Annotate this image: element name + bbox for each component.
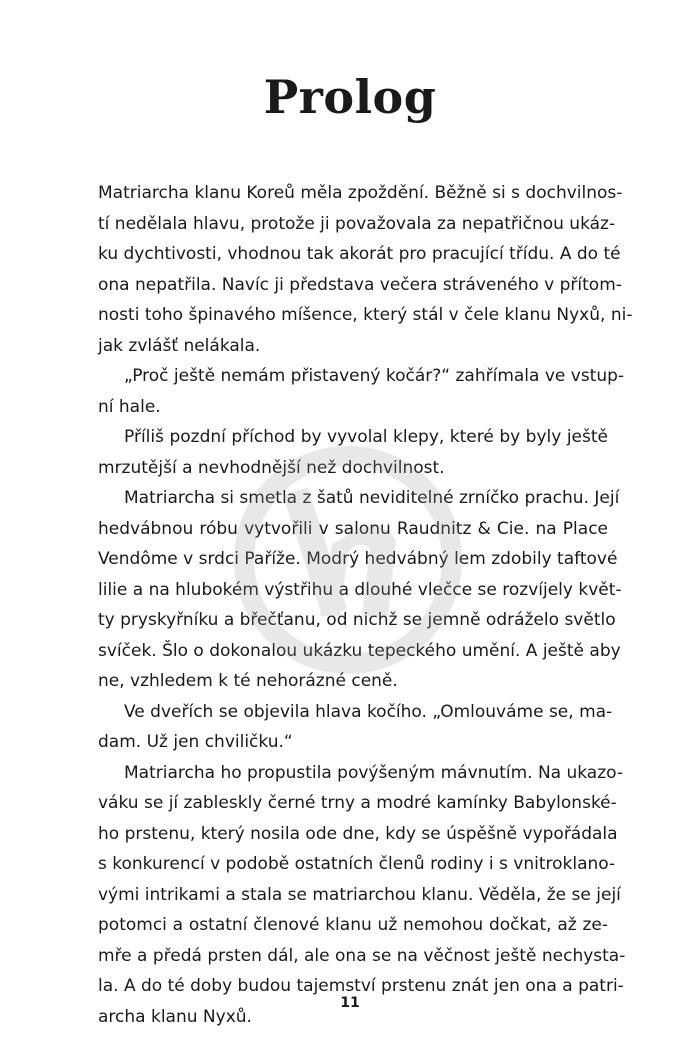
chapter-title: Prolog bbox=[263, 70, 437, 124]
text-line: „Proč ještě nemám přistavený kočár?“ zahřímala ve vstup- bbox=[124, 366, 625, 386]
text-line: ona nepatřila. Navíc ji představa večera stráveného v přítom- bbox=[98, 274, 622, 295]
text-line: hedvábnou róbu vytvořili v salonu Raudnitz & Cie. na Place bbox=[98, 518, 608, 539]
text-line: mrzutější a nevhodnější než dochvilnost. bbox=[98, 457, 445, 478]
text-line: jak zvlášť nelákala. bbox=[98, 335, 261, 356]
paragraph bbox=[98, 178, 633, 361]
text-line: mře a předá prsten dál, ale ona se na věčnost ještě nechysta- bbox=[98, 945, 626, 966]
paragraph bbox=[98, 361, 625, 422]
text-line: la. A do té doby budou tajemství prstenu znát jen ona a patri- bbox=[98, 976, 624, 996]
text-line: váku se jí zableskly černé trny a modré kamínky Babylonské- bbox=[98, 793, 617, 813]
text-line: vými intrikami a stala se matriarchou klanu. Věděla, že se její bbox=[98, 884, 621, 905]
text-line: Ve dveřích se objevila hlava kočího. „Omlouváme se, ma- bbox=[124, 701, 613, 722]
text-line: potomci a ostatní členové klanu už nemohou dočkat, až ze- bbox=[98, 915, 608, 935]
text-line: ne, vzhledem k té nehorázné ceně. bbox=[98, 671, 398, 691]
text-line: lilie a na hlubokém výstřihu a dlouhé vlečce se rozvíjely květ- bbox=[98, 579, 622, 600]
paragraph bbox=[98, 422, 608, 483]
paragraph bbox=[98, 758, 626, 1033]
text-line: Matriarcha ho propustila povýšeným mávnutím. Na ukazo- bbox=[124, 762, 624, 783]
text-line: tí nedělala hlavu, protože ji považovala za nepatřičnou ukáz- bbox=[98, 213, 616, 234]
page-number: 11 bbox=[340, 995, 360, 1011]
text-line: svíček. Šlo o dokonalou ukázku tepeckého umění. A ještě aby bbox=[98, 640, 621, 661]
chapter-body bbox=[98, 178, 633, 1032]
text-line: ho prstenu, který nosila ode dne, kdy se úspěšně vypořádala bbox=[98, 823, 618, 844]
text-line: dam. Už jen chviličku.“ bbox=[98, 732, 293, 752]
paragraph bbox=[98, 697, 613, 758]
text-line: s konkurencí v podobě ostatních členů rodiny i s vnitroklano- bbox=[98, 854, 616, 874]
text-line: nosti toho špinavého míšence, který stál v čele klanu Nyxů, ni- bbox=[98, 305, 633, 325]
text-line: archa klanu Nyxů. bbox=[98, 1006, 252, 1027]
text-line: ty pryskyřníku a břečťanu, od nichž se jemně odráželo světlo bbox=[98, 610, 616, 630]
text-line: Matriarcha si smetla z šatů neviditelné zrníčko prachu. Její bbox=[124, 488, 620, 508]
text-line: Příliš pozdní příchod by vyvolal klepy, které by byly ještě bbox=[124, 427, 608, 447]
text-line: ní hale. bbox=[98, 396, 161, 417]
paragraph bbox=[98, 483, 622, 697]
text-line: ku dychtivosti, vhodnou tak akorát pro pracující třídu. A do té bbox=[98, 244, 621, 264]
text-line: Matriarcha klanu Koreů měla zpoždění. Běžně si s dochvilnos- bbox=[98, 183, 623, 203]
text-line: Vendôme v srdci Paříže. Modrý hedvábný lem zdobily taftové bbox=[98, 549, 618, 569]
